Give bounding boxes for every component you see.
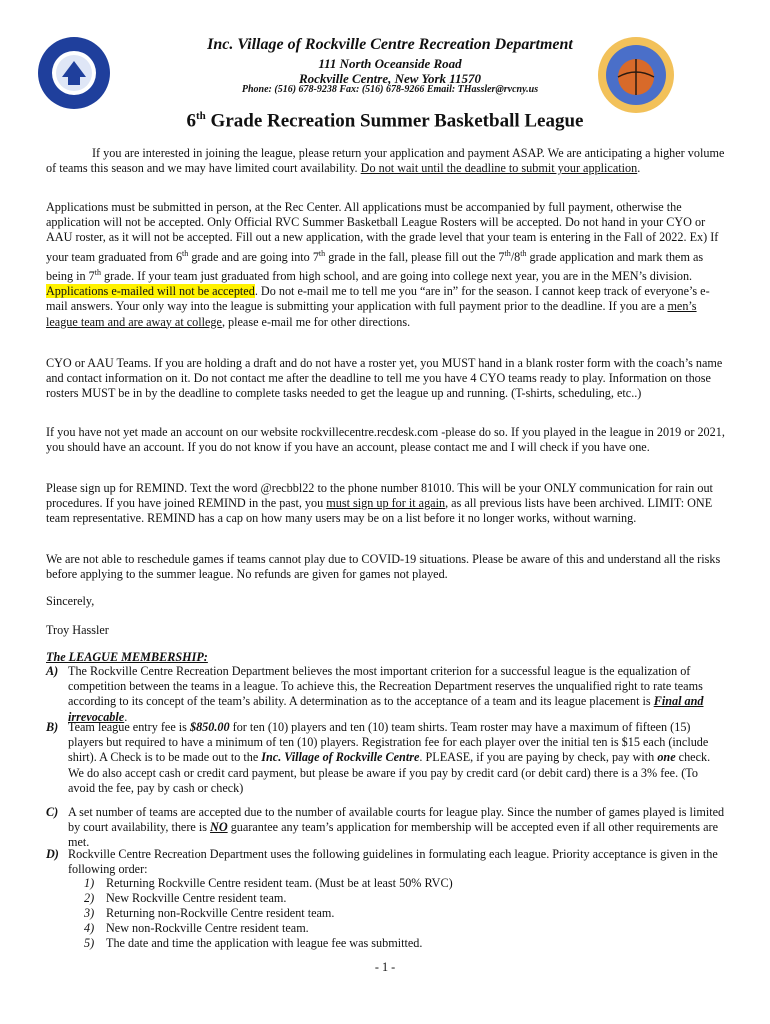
contact-line: Phone: (516) 678-9238 Fax: (516) 678-9266 Email: THassler@rvcny.us [241, 84, 539, 95]
list-marker: A) [46, 664, 59, 678]
priority-item: 2) New Rockville Centre resident team. [84, 891, 287, 905]
list-marker: B) [46, 720, 59, 734]
covid-paragraph: We are not able to reschedule games if teams cannot play due to COVID-19 situations. Please be aware of this and understand all the risks before applying to the summer league. No refunds are given for games not played. [46, 552, 721, 582]
priority-item: 4) New non-Rockville Centre resident team. [84, 921, 309, 935]
rockville-centre-parks-recreation-logo [38, 37, 110, 109]
cyo-aau-paragraph: CYO or AAU Teams. If you are holding a draft and do not have a roster yet, you MUST hand in a blank roster form with the coach’s name and contact information on it. Do not contact me after the deadline to tell me you have 4 CYO teams ready to play. Information on those rosters MUST be in by the deadline to complete tasks needed to get the league up and running. (T-shirts, scheduling, etc..) [46, 356, 723, 401]
list-marker: D) [46, 847, 59, 861]
account-paragraph: If you have not yet made an account on our website rockvillecentre.recdesk.com -please do so. If you played in the league in 2019 or 2021, you should have an account. If you do not know if you have an account, please contact me and I will check if you have one. [46, 425, 725, 455]
priority-item: 5) The date and time the application with league fee was submitted. [84, 936, 423, 950]
highlighted-warning: Applications e-mailed will not be accepted [46, 284, 255, 299]
list-marker: C) [46, 805, 59, 819]
department-name: Inc. Village of Rockville Centre Recreation Department [207, 36, 573, 53]
closing: Sincerely, [46, 594, 95, 608]
address-city: Rockville Centre, New York 11570 [298, 71, 482, 86]
membership-heading: The LEAGUE MEMBERSHIP: [46, 650, 208, 664]
applications-paragraph: Applications must be submitted in person, at the Rec Center. All applications must be accompanied by full payment, otherwise the application will not be accepted. Only Official RVC Summer Basketball League Rosters will be accepted. Do not hand in your CYO or AAU roster, as it will not be accepted. Fill out a new application, with the grade level that your team is entering in the Fall of 2022. Ex) If your team graduated from 6th grade and are going into 7th grade in the fall, please fill out the 7th/8th grade application and mark them as being in 7th grade. If your team just graduated from high school, and are going into college next year, you are in the MEN’s division. Applications e-mailed will not be accepted. Do not e-mail me to tell me you “are in” for the season. I cannot keep track of everyone’s e-mail answers. Your only way into the league is submitting your application with full payment prior to the deadline. If you are a men’s league team and are away at college, please e-mail me for other directions. [46, 200, 719, 329]
priority-item: 1) Returning Rockville Centre resident team. (Must be at least 50% RVC) [84, 876, 453, 890]
remind-paragraph: Please sign up for REMIND. Text the word @recbbl22 to the phone number 81010. This will be your ONLY communication for rain out procedures. If you have joined REMIND in the past, you must sign up for it again, as all previous lists have been archived. LIMIT: ONE team representative. REMIND has a cap on how many users may be on a list before it no longer works, without warning. [46, 481, 713, 526]
page-title: 6th Grade Recreation Summer Basketball League [186, 110, 584, 132]
page-number: - 1 - [374, 960, 396, 974]
signature: Troy Hassler [46, 623, 109, 637]
intro-paragraph: If you are interested in joining the league, please return your application and payment ASAP. We are anticipating a higher volume of teams this season and we may have limited court availability. Do not wait until the deadline to submit your application. [46, 146, 725, 176]
priority-item: 3) Returning non-Rockville Centre resident team. [84, 906, 335, 920]
address-street: 111 North Oceanside Road [318, 56, 462, 71]
